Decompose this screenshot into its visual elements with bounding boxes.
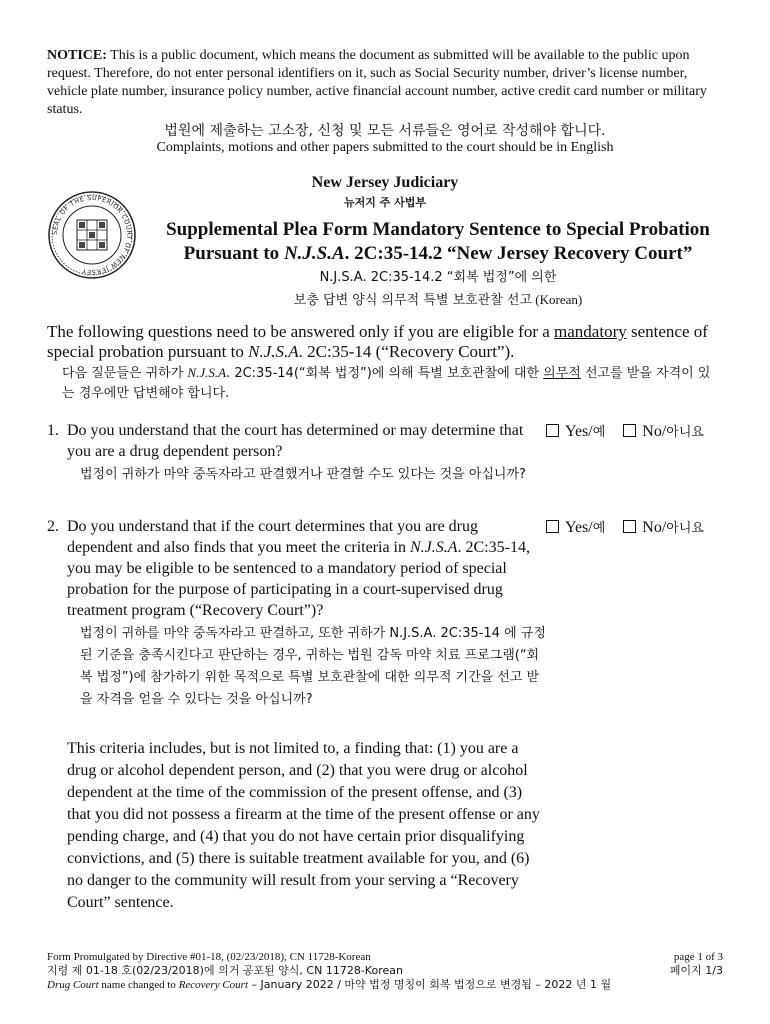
- english-requirement-korean: 법원에 제출하는 고소장, 신청 및 모든 서류들은 영어로 작성해야 합니다.: [164, 123, 606, 139]
- checkbox-icon[interactable]: [546, 520, 559, 533]
- question-2: [47, 516, 547, 711]
- public-notice: [47, 47, 727, 119]
- no-checkbox[interactable]: No/아니요: [623, 423, 704, 440]
- question-number: 1.: [47, 422, 59, 439]
- question-number: 2.: [47, 518, 59, 535]
- name-change-note: Drug Court name changed to Recovery Court – January 2022 / 마약 법정 명칭이 회복 법정으로 변경됨 – 2022 년 1 월: [47, 978, 612, 991]
- seal-text: SEAL OF THE SUPERIOR COURT OF NEW JERSEY: [51, 194, 133, 276]
- yes-checkbox[interactable]: Yes/예: [546, 423, 605, 440]
- intro-paragraph: The following questions need to be answered only if you are eligible for a mandatory sentence of special probation pursuant to N.J.S.A. 2C:35-14 (“Recovery Court”).: [47, 322, 708, 361]
- title-line-2: Pursuant to N.J.S.A. 2C:35-14.2 “New Jersey Recovery Court”: [183, 243, 693, 264]
- criteria-paragraph: This criteria includes, but is not limited to, a finding that: (1) you are a drug or alcohol dependent person, and (2) that you were drug or alcohol dependent at the time of the commission of the present offense, and (3) that you did not possess a firearm at the time of the present offense or any pending charge, and (4) that you do not have certain prior disqualifying convictions, and (5) there is suitable treatment available for you, and (6) no danger to the community will result from your serving a “Recovery Court” sentence.: [67, 740, 540, 911]
- question-2-answers: [546, 517, 718, 537]
- checkbox-icon[interactable]: [623, 520, 636, 533]
- form-directive: Form Promulgated by Directive #01-18, (02/23/2018), CN 11728-Korean: [47, 951, 371, 963]
- question-text: Do you understand that if the court determines that you are drug dependent and also finds that you meet the criteria in N.J.S.A. 2C:35-14, you may be eligible to be sentenced to a mandatory period of special probation for the purpose of participating in a court-supervised drug treatment program (“Recovery Court”)?: [67, 518, 530, 619]
- question-text-korean: 법정이 귀하를 마약 중독자라고 판결하고, 또한 귀하가 N.J.S.A. 2C:35-14 에 규정된 기준을 충족시킨다고 판단하는 경우, 귀하는 법원 감독 마약 치료 프로그램(“회복 법정”)에 참가하기 위한 목적으로 특별 보호관찰에 대한 의무적 기간을 선고 받을 자격을 얻을 수 있다는 것을 아십니까?: [80, 626, 546, 707]
- checkbox-icon[interactable]: [623, 424, 636, 437]
- title-line-1: Supplemental Plea Form Mandatory Sentence to Special Probation: [166, 219, 710, 240]
- question-1-answers: [546, 421, 718, 441]
- english-requirement: Complaints, motions and other papers submitted to the court should be in English: [156, 140, 614, 155]
- page-number: page 1 of 3: [673, 951, 723, 963]
- checkbox-icon[interactable]: [546, 424, 559, 437]
- question-text-korean: 법정이 귀하가 마약 중독자라고 판결했거나 판결할 수도 있다는 것을 아십니까?: [80, 467, 526, 482]
- form-title: [118, 218, 758, 266]
- yes-checkbox[interactable]: Yes/예: [546, 519, 605, 536]
- question-text: Do you understand that the court has determined or may determine that you are a drug dependent person?: [67, 422, 524, 460]
- judiciary-name: New Jersey Judiciary: [311, 174, 459, 191]
- form-directive-korean: 지령 제 01-18 호(02/23/2018)에 의거 공포된 양식, CN 11728-Korean: [47, 964, 403, 977]
- question-1: [47, 420, 547, 486]
- form-title-korean-2: 보충 답변 양식 의무적 특별 보호관찰 선고 (Korean): [293, 292, 583, 308]
- judiciary-name-korean: 뉴저지 주 사법부: [343, 196, 427, 209]
- no-checkbox[interactable]: No/아니요: [623, 519, 704, 536]
- page-number-korean: 페이지 1/3: [669, 964, 723, 977]
- notice-label: NOTICE:: [47, 48, 107, 63]
- intro-paragraph-korean: 다음 질문들은 귀하가 N.J.S.A. 2C:35-14(“회복 법정”)에 의해 특별 보호관찰에 대한 의무적 선고를 받을 자격이 있는 경우에만 답변해야 합니다.: [62, 365, 711, 401]
- notice-text: This is a public document, which means the document as submitted will be available to the public upon request. Therefore, do not enter personal identifiers on it, such as Social Security number, driver’s license number, vehicle plate number, insurance policy number, active financial account number, active credit card number or military status.: [47, 48, 707, 117]
- form-title-korean-1: N.J.S.A. 2C:35-14.2 “회복 법정”에 의한: [319, 270, 557, 285]
- page-footer: [47, 950, 723, 992]
